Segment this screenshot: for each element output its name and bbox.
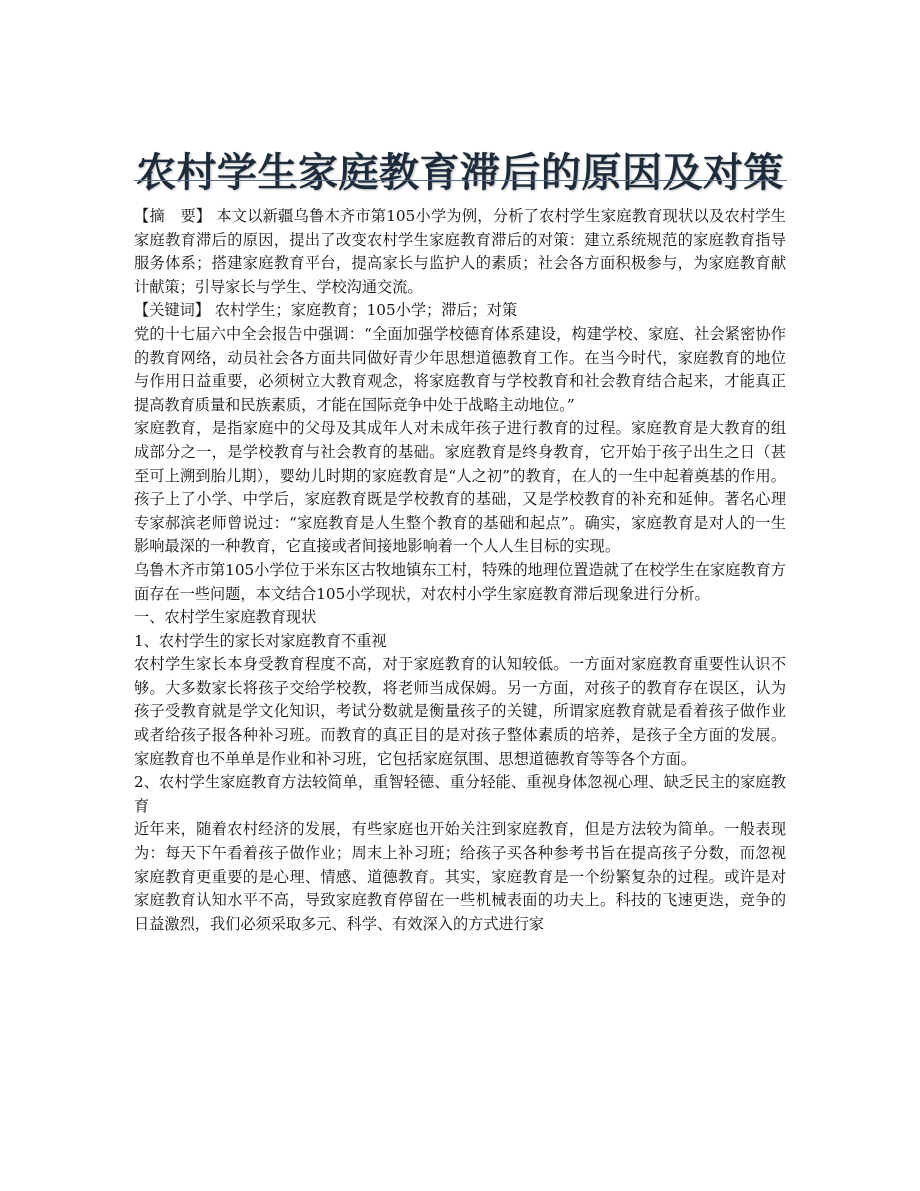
section-heading: 一、农村学生家庭教育现状 [134,608,317,627]
body-paragraph: 家庭教育，是指家庭中的父母及其成年人对未成年孩子进行教育的过程。家庭教育是大教育的组成部分之一，是学校教育与社会教育的基础。家庭教育是终身教育，它开始于孩子出生之日（甚至可上溯到胎儿期），婴幼儿时期的家庭教育是“人之初”的教育，在人的一生中起着奠基的作用。孩子上了小学、中学后，家庭教育既是学校教育的基础，又是学校教育的补充和延伸。著名心理专家郝滨老师曾说过：“家庭教育是人生整个教育的基础和起点”。确实，家庭教育是对人的一生影响最深的一种教育，它直接或者间接地影响着一个人人生目标的实现。 [134,419,786,556]
document-body [134,205,786,936]
abstract-paragraph: 【摘 要】 本文以新疆乌鲁木齐市第105小学为例，分析了农村学生家庭教育现状以及农村学生家庭教育滞后的原因，提出了改变农村学生家庭教育滞后的对策：建立系统规范的家庭教育指导服务体系；搭建家庭教育平台，提高家长与监护人的素质；社会各方面积极参与，为家庭教育献计献策；引导家长与学生、学校沟通交流。 [134,207,786,296]
body-paragraph: 党的十七届六中全会报告中强调：“全面加强学校德育体系建设，构建学校、家庭、社会紧密协作的教育网络，动员社会各方面共同做好青少年思想道德教育工作。在当今时代，家庭教育的地位与作用日益重要，必须树立大教育观念，将家庭教育与学校教育和社会教育结合起来，才能真正提高教育质量和民族素质，才能在国际竞争中处于战略主动地位。” [134,324,786,414]
subsection-heading: 1、农村学生的家长对家庭教育不重视 [134,631,387,650]
body-paragraph: 农村学生家长本身受教育程度不高，对于家庭教育的认知较低。一方面对家庭教育重要性认识不够。大多数家长将孩子交给学校教，将老师当成保姆。另一方面，对孩子的教育存在误区，认为孩子受教育就是学文化知识，考试分数就是衡量孩子的关键，所谓家庭教育就是看着孩子做作业或者给孩子报各种补习班。而教育的真正目的是对孩子整体素质的培养，是孩子全方面的发展。家庭教育也不单单是作业和补习班，它包括家庭氛围、思想道德教育等等各个方面。 [134,655,786,768]
body-paragraph: 近年来，随着农村经济的发展，有些家庭也开始关注到家庭教育，但是方法较为简单。一般表现为：每天下午看着孩子做作业；周末上补习班；给孩子买各种参考书旨在提高孩子分数，而忽视家庭教育更重要的是心理、情感、道德教育。其实，家庭教育是一个纷繁复杂的过程。或许是对家庭教育认知水平不高，导致家庭教育停留在一些机械表面的功夫上。科技的飞速更迭，竞争的日益激烈，我们必须采取多元、科学、有效深入的方式进行家 [134,820,786,933]
subsection-heading: 2、农村学生家庭教育方法较简单，重智轻德、重分轻能、重视身体忽视心理、缺乏民主的家庭教育 [134,773,786,815]
keywords-paragraph: 【关键词】 农村学生；家庭教育；105小学；滞后；对策 [134,301,518,320]
title-divider [134,180,787,181]
page-title: 农村学生家庭教育滞后的原因及对策 [136,149,784,196]
body-paragraph: 乌鲁木齐市第105小学位于米东区古牧地镇东工村，特殊的地理位置造就了在校学生在家庭教育方面存在一些问题，本文结合105小学现状，对农村小学生家庭教育滞后现象进行分析。 [134,560,786,603]
